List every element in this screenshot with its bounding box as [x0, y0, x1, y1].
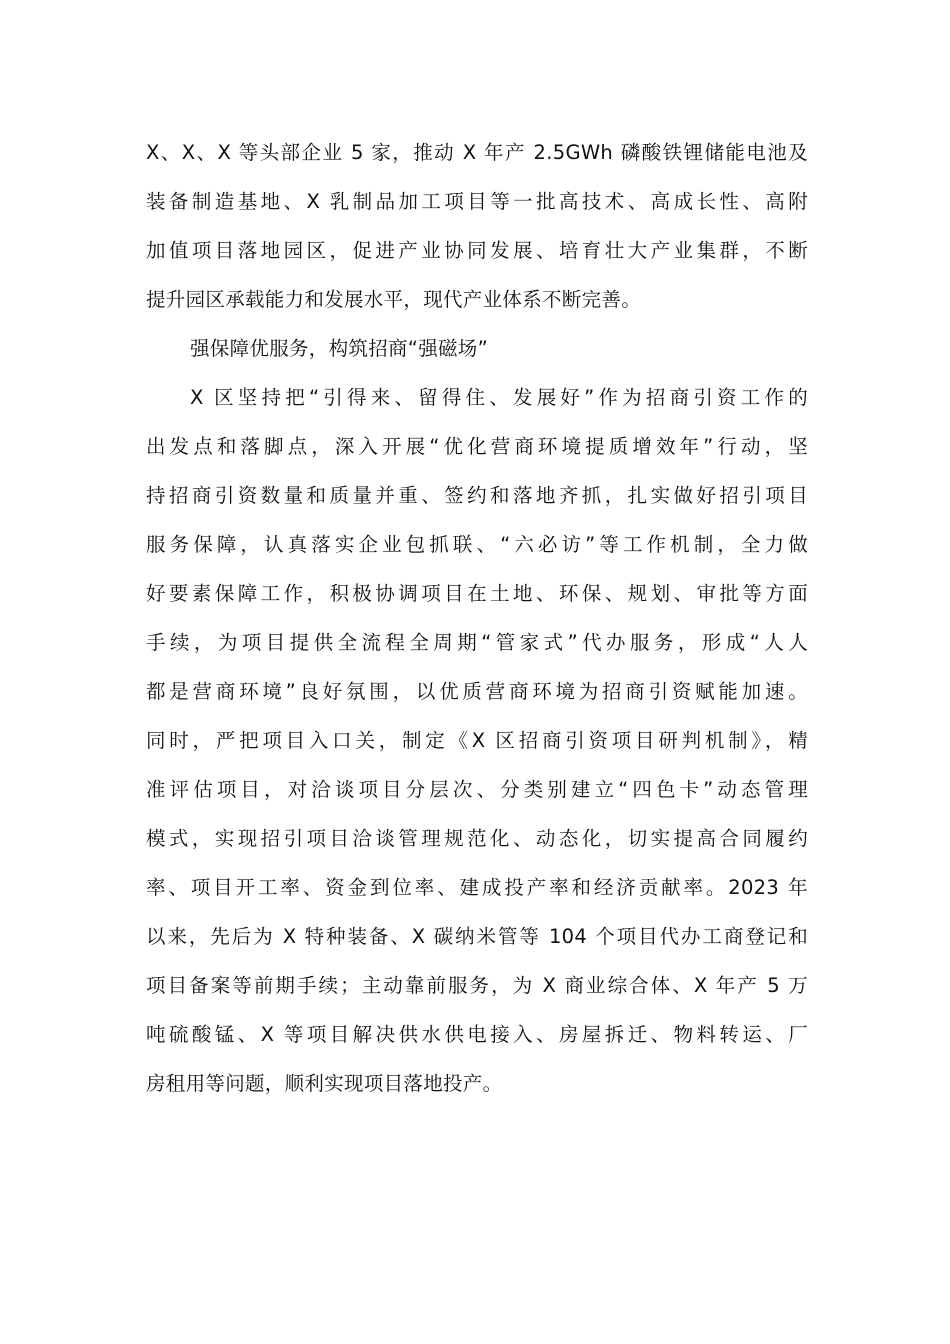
text-line: 手续，为项目提供全流程全周期“管家式”代办服务，形成“人人 — [146, 631, 808, 654]
text-line: 装备制造基地、X 乳制品加工项目等一批高技术、高成长性、高附 — [146, 190, 808, 213]
text-line: 项目备案等前期手续；主动靠前服务，为 X 商业综合体、X 年产 5 万 — [146, 974, 808, 997]
text-line: 出发点和落脚点，深入开展“优化营商环境提质增效年”行动，坚 — [146, 435, 808, 458]
text-line: X 区坚持把“引得来、留得住、发展好”作为招商引资工作的 — [190, 386, 808, 409]
paragraph — [146, 373, 808, 1108]
text-line: 提升园区承载能力和发展水平，现代产业体系不断完善。 — [146, 288, 642, 311]
paragraph — [146, 128, 808, 324]
text-line: 都是营商环境”良好氛围，以优质营商环境为招商引资赋能加速。 — [146, 680, 808, 703]
text-line: 持招商引资数量和质量并重、签约和落地齐抓，扎实做好招引项目 — [146, 484, 808, 507]
document-body — [146, 128, 808, 1108]
text-line: 同时，严把项目入口关，制定《X 区招商引资项目研判机制》，精 — [146, 729, 808, 752]
text-line: 强保障优服务，构筑招商“强磁场” — [190, 337, 489, 360]
text-line: 准评估项目，对洽谈项目分层次、分类别建立“四色卡”动态管理 — [146, 778, 808, 801]
text-line: 吨硫酸锰、X 等项目解决供水供电接入、房屋拆迁、物料转运、厂 — [146, 1023, 808, 1046]
text-line: X、X、X 等头部企业 5 家，推动 X 年产 2.5GWh 磷酸铁锂储能电池及 — [146, 141, 808, 164]
text-line: 以来，先后为 X 特种装备、X 碳纳米管等 104 个项目代办工商登记和 — [146, 925, 808, 948]
text-line: 加值项目落地园区，促进产业协同发展、培育壮大产业集群，不断 — [146, 239, 808, 262]
text-line: 服务保障，认真落实企业包抓联、“六必访”等工作机制，全力做 — [146, 533, 808, 556]
text-line: 率、项目开工率、资金到位率、建成投产率和经济贡献率。2023 年 — [146, 876, 808, 899]
text-line: 模式，实现招引项目洽谈管理规范化、动态化，切实提高合同履约 — [146, 827, 808, 850]
text-line: 好要素保障工作，积极协调项目在土地、环保、规划、审批等方面 — [146, 582, 808, 605]
paragraph — [146, 324, 808, 373]
text-line: 房租用等问题，顺利实现项目落地投产。 — [146, 1072, 503, 1095]
